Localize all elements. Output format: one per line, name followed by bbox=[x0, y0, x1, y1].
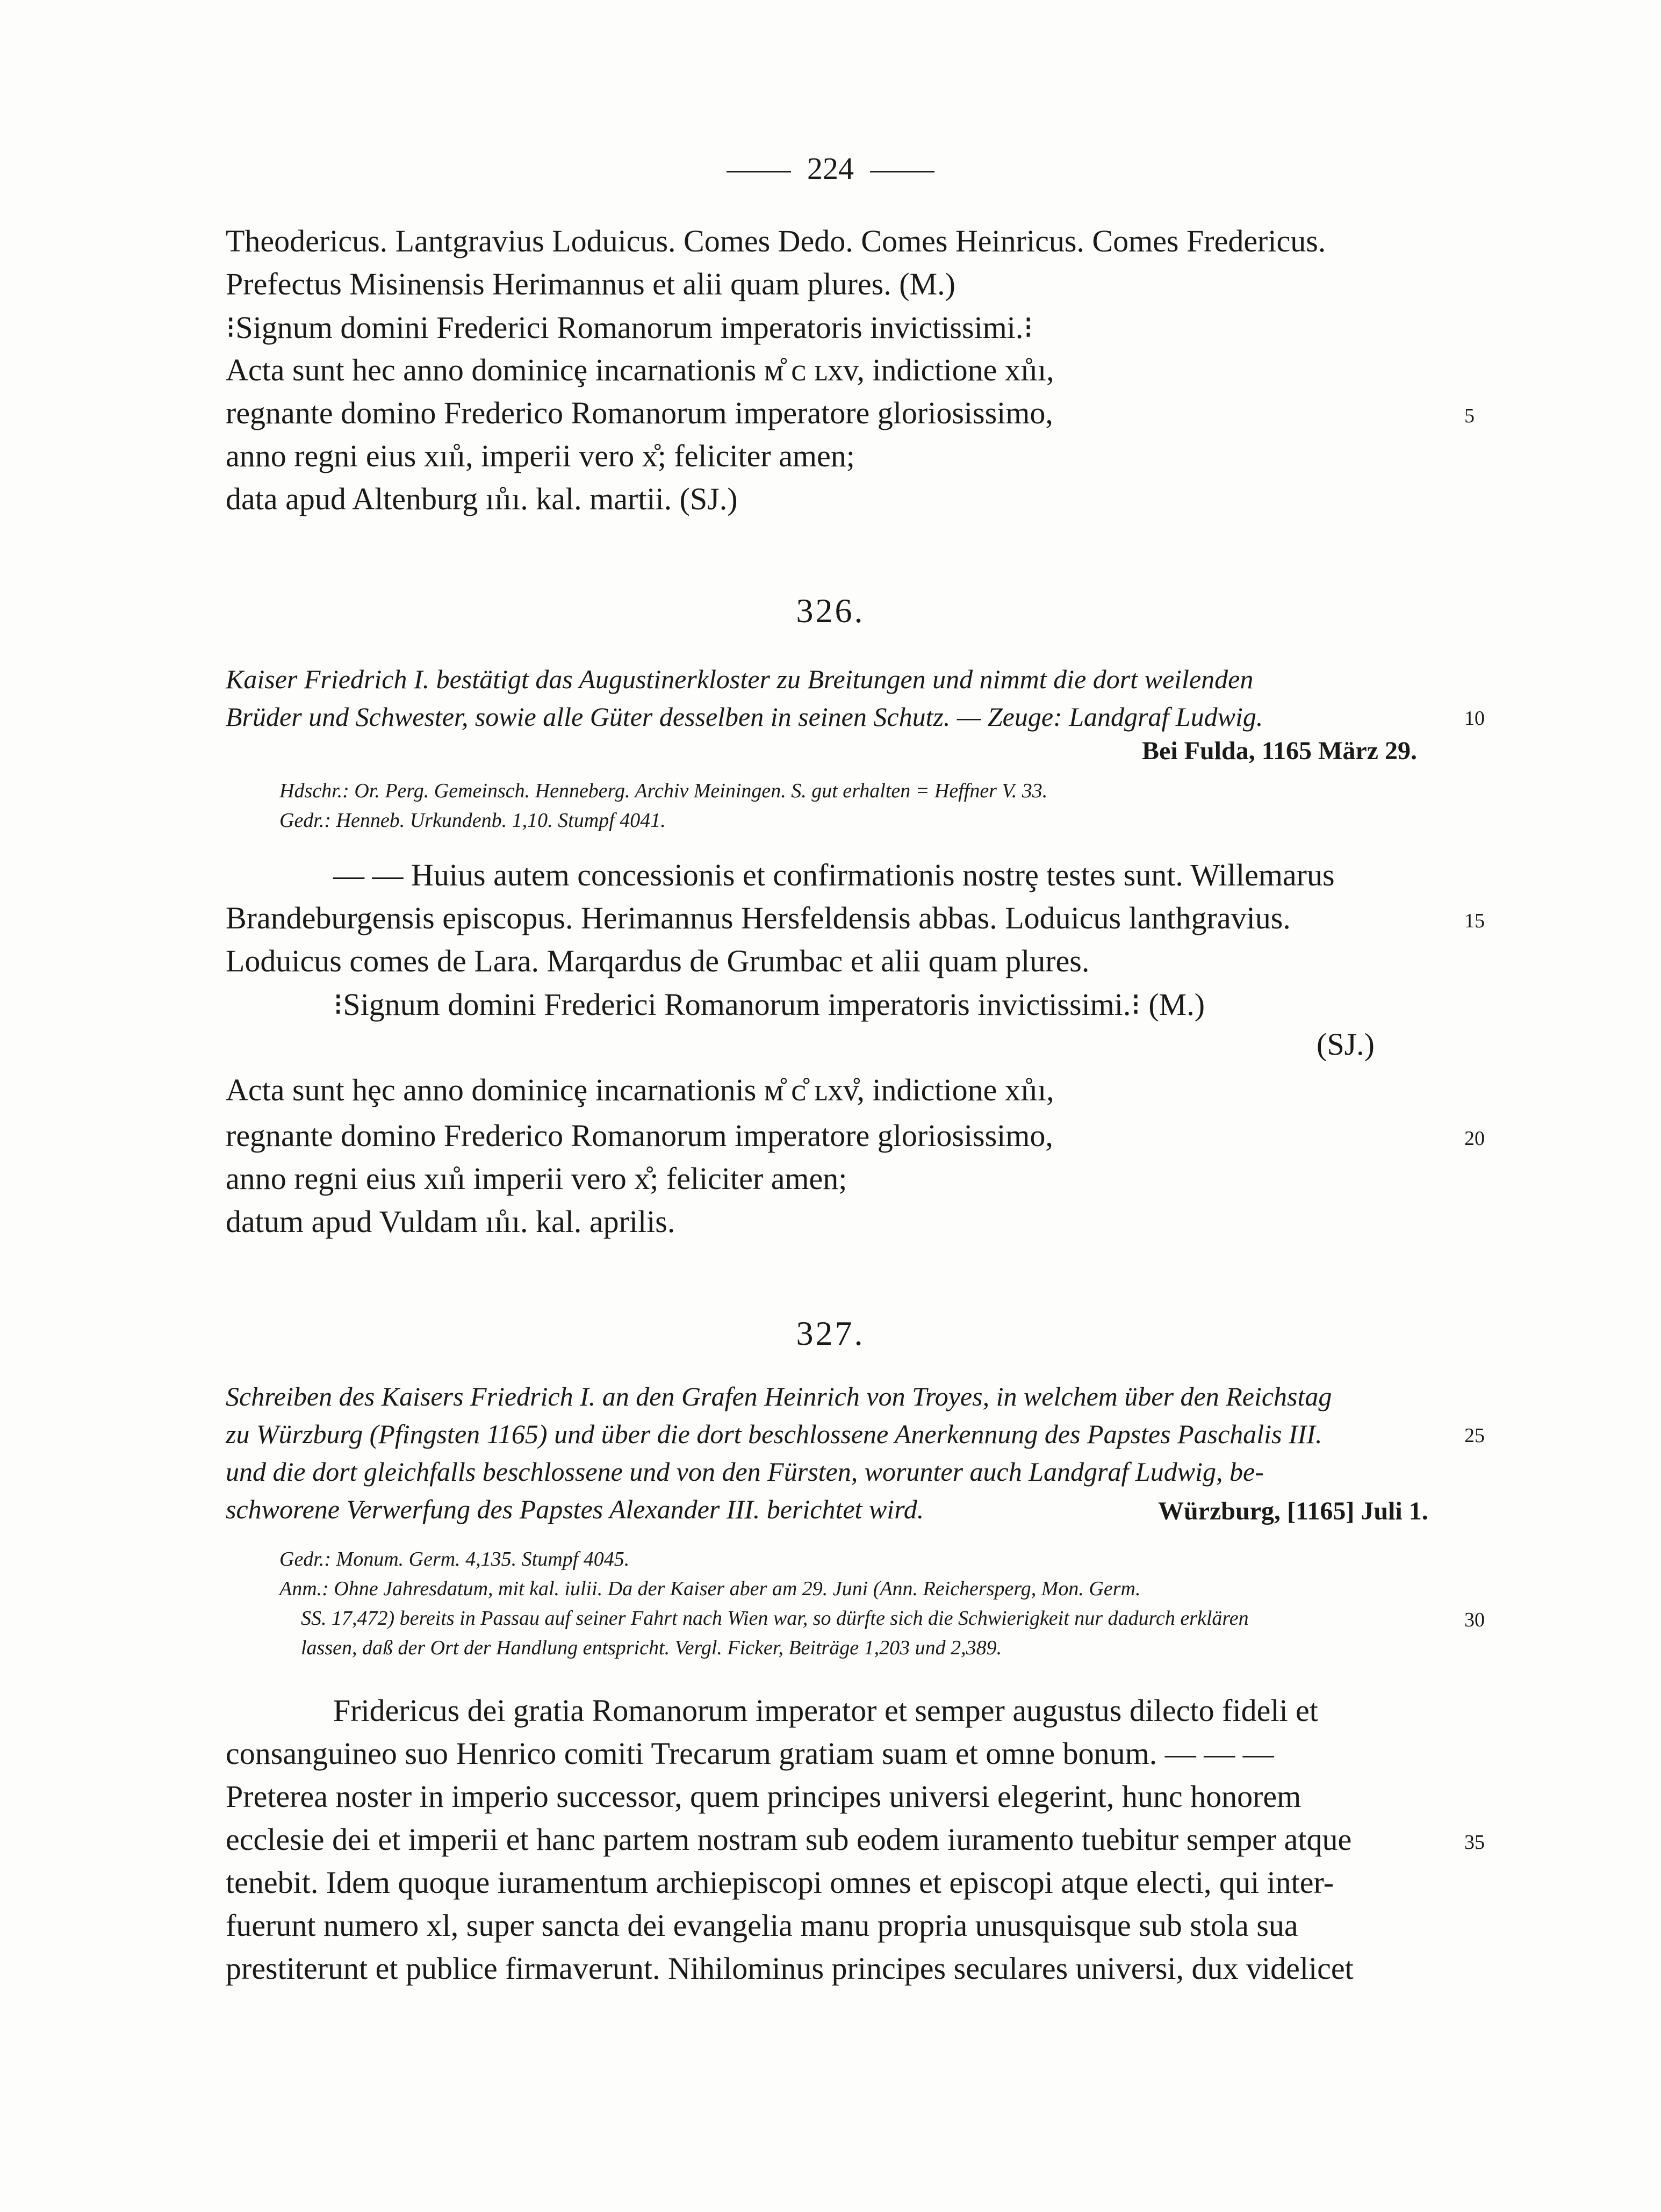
header-rule-left bbox=[727, 171, 791, 172]
line-number: 15 bbox=[1464, 910, 1485, 932]
apparatus-line: Gedr.: Henneb. Urkundenb. 1,10. Stumpf 4041. bbox=[279, 809, 666, 832]
regest-line: Schreiben des Kaisers Friedrich I. an den Grafen Heinrich von Troyes, in welchem über den Reichstag bbox=[226, 1381, 1332, 1411]
text-line: ⁝Signum domini Frederici Romanorum imperatoris invictissimi.⁝ bbox=[226, 310, 1033, 345]
text-line: — — Huius autem concessionis et confirmationis nostrȩ testes sunt. Willemarus bbox=[333, 858, 1335, 892]
text-line: Fridericus dei gratia Romanorum imperator et semper augustus dilecto fideli et bbox=[333, 1693, 1318, 1728]
text-line: Brandeburgensis episcopus. Herimannus Hersfeldensis abbas. Loduicus lanthgravius. bbox=[226, 900, 1291, 935]
text-line: Acta sunt hec anno dominicȩ incarnationis ᴍ̊ ᴄ ʟxv, indictione xı̊ıı, bbox=[226, 352, 1054, 387]
document-date: Würzburg, [1165] Juli 1. bbox=[1158, 1497, 1428, 1525]
text-line: (SJ.) bbox=[1317, 1027, 1375, 1062]
apparatus-line: Hdschr.: Or. Perg. Gemeinsch. Henneberg. Archiv Meiningen. S. gut erhalten = Heffner V. 33. bbox=[279, 780, 1048, 802]
text-line: regnante domino Frederico Romanorum imperatore gloriosissimo, bbox=[226, 1118, 1053, 1153]
line-number: 25 bbox=[1464, 1424, 1485, 1447]
text-line: fuerunt numero xl, super sancta dei evangelia manu propria unusquisque sub stola sua bbox=[226, 1908, 1298, 1943]
document-number: 326. bbox=[796, 592, 865, 630]
line-number: 20 bbox=[1464, 1127, 1485, 1150]
text-line: datum apud Vuldam ıı̊ıı. kal. aprilis. bbox=[226, 1204, 675, 1239]
text-line: consanguineo suo Henrico comiti Trecarum gratiam suam et omne bonum. — — — bbox=[226, 1736, 1274, 1771]
line-number: 10 bbox=[1464, 707, 1485, 730]
apparatus-line: Anm.: Ohne Jahresdatum, mit kal. iulii. Da der Kaiser aber am 29. Juni (Ann. Reichersperg, Mon. Germ. bbox=[279, 1577, 1141, 1600]
regest-line: zu Würzburg (Pfingsten 1165) und über die dort beschlossene Anerkennung des Papstes Paschalis III. bbox=[226, 1419, 1322, 1449]
document-date: Bei Fulda, 1165 März 29. bbox=[1142, 737, 1417, 765]
apparatus-line: SS. 17,472) bereits in Passau auf seiner Fahrt nach Wien war, so dürfte sich die Schwierigkeit nur dadurch erklären bbox=[301, 1607, 1249, 1630]
text-line: Acta sunt hȩc anno dominicȩ incarnationis ᴍ̊ ᴄ̊ ʟxv̊, indictione xı̊ıı, bbox=[226, 1072, 1054, 1107]
text-line: Loduicus comes de Lara. Marqardus de Grumbac et alii quam plures. bbox=[226, 943, 1090, 978]
text-line: anno regni eius xıı̊ı, imperii vero x̊; feliciter amen; bbox=[226, 438, 855, 473]
text-line: prestiterunt et publice firmaverunt. Nihilominus principes seculares universi, dux videlicet bbox=[226, 1951, 1354, 1986]
text-line: Theodericus. Lantgravius Loduicus. Comes Dedo. Comes Heinricus. Comes Fredericus. bbox=[226, 224, 1326, 258]
line-number: 30 bbox=[1464, 1609, 1485, 1631]
text-line: anno regni eius xıı̊ı imperii vero x̊; feliciter amen; bbox=[226, 1161, 847, 1196]
text-line: tenebit. Idem quoque iuramentum archiepiscopi omnes et episcopi atque electi, qui inter- bbox=[226, 1865, 1334, 1900]
regest-line: und die dort gleichfalls beschlossene und von den Fürsten, worunter auch Landgraf Ludwig, be- bbox=[226, 1457, 1264, 1487]
apparatus-line: Gedr.: Monum. Germ. 4,135. Stumpf 4045. bbox=[279, 1548, 630, 1570]
line-number: 5 bbox=[1464, 405, 1475, 427]
line-number: 35 bbox=[1464, 1831, 1485, 1854]
page-header bbox=[0, 150, 1661, 186]
page-number: 224 bbox=[807, 151, 854, 186]
text-line: data apud Altenburg ıı̊ıı. kal. martii. (SJ.) bbox=[226, 481, 738, 516]
text-line: ⁝Signum domini Frederici Romanorum imperatoris invictissimi.⁝ (M.) bbox=[333, 987, 1205, 1022]
regest-line: Brüder und Schwester, sowie alle Güter desselben in seinen Schutz. — Zeuge: Landgraf Ludwig. bbox=[226, 702, 1263, 732]
regest-line: Kaiser Friedrich I. bestätigt das Augustinerkloster zu Breitungen und nimmt die dort weilenden bbox=[226, 664, 1254, 694]
document-number: 327. bbox=[796, 1314, 865, 1352]
text-line: regnante domino Frederico Romanorum imperatore gloriosissimo, bbox=[226, 395, 1053, 430]
text-line: ecclesie dei et imperii et hanc partem nostram sub eodem iuramento tuebitur semper atque bbox=[226, 1822, 1352, 1857]
text-line: Prefectus Misinensis Herimannus et alii quam plures. (M.) bbox=[226, 266, 955, 301]
text-line: Preterea noster in imperio successor, quem principes universi elegerint, hunc honorem bbox=[226, 1779, 1302, 1814]
header-rule-right bbox=[870, 171, 934, 172]
apparatus-line: lassen, daß der Ort der Handlung entspricht. Vergl. Ficker, Beiträge 1,203 und 2,389. bbox=[301, 1637, 1002, 1659]
regest-line: schworene Verwerfung des Papstes Alexander III. berichtet wird. bbox=[226, 1494, 924, 1524]
